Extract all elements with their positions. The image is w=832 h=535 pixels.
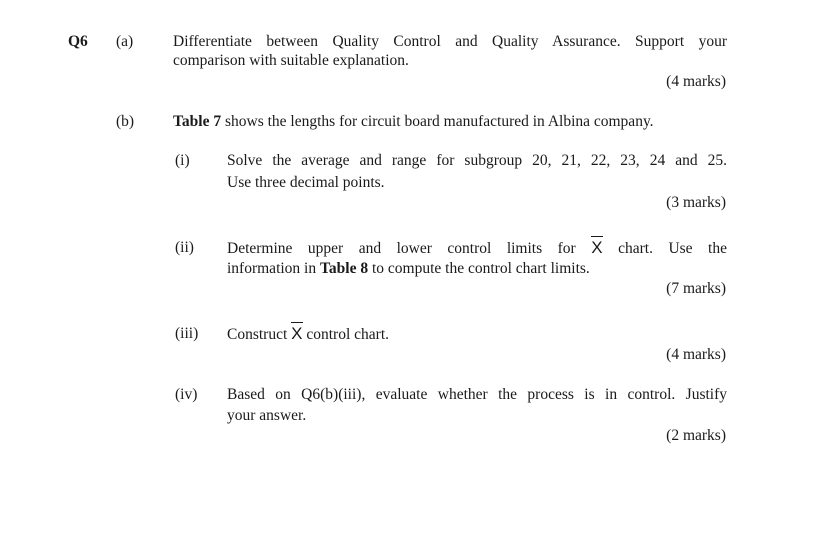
part-b-intro-text: shows the lengths for circuit board manufactured in Albina company. [221,113,654,130]
sub-iv-line1: Based on Q6(b)(iii), evaluate whether the process is in control. Justify [227,386,727,403]
sub-i-line2: Use three decimal points. [227,174,385,191]
x-bar-symbol: X [291,324,303,343]
sub-ii-line1-post: chart. Use the [602,240,727,257]
sub-ii-label: (ii) [175,239,194,256]
sub-ii-line1-pre: Determine upper and lower control limits for [227,240,592,257]
part-b-intro [173,113,654,131]
sub-i-marks: (3 marks) [666,194,726,211]
sub-ii-line2 [227,260,590,278]
table-8-ref: Table 8 [320,260,369,277]
table-7-ref: Table 7 [173,113,222,130]
part-a-line1: Differentiate between Quality Control and Quality Assurance. Support your [173,33,727,50]
question-number: Q6 [68,33,88,50]
sub-iv-line2: your answer. [227,407,307,424]
sub-ii-line1 [227,236,727,258]
sub-iii-marks: (4 marks) [666,346,726,363]
part-a-line2: comparison with suitable explanation. [173,52,409,69]
x-bar-symbol: X [591,238,603,257]
sub-iv-label: (iv) [175,386,198,403]
sub-ii-line2-pre: information in [227,260,320,277]
sub-ii-marks: (7 marks) [666,280,726,297]
sub-iii-text-post: control chart. [302,326,390,343]
sub-iii-text-pre: Construct [227,326,292,343]
sub-iii-text [227,322,389,344]
sub-iv-marks: (2 marks) [666,427,726,444]
sub-i-label: (i) [175,152,190,169]
sub-iii-label: (iii) [175,325,199,342]
sub-i-line1: Solve the average and range for subgroup 20, 21, 22, 23, 24 and 25. [227,152,727,169]
part-b-label: (b) [116,113,135,130]
part-a-marks: (4 marks) [666,73,726,90]
sub-ii-line2-post: to compute the control chart limits. [368,260,590,277]
part-a-label: (a) [116,33,134,50]
